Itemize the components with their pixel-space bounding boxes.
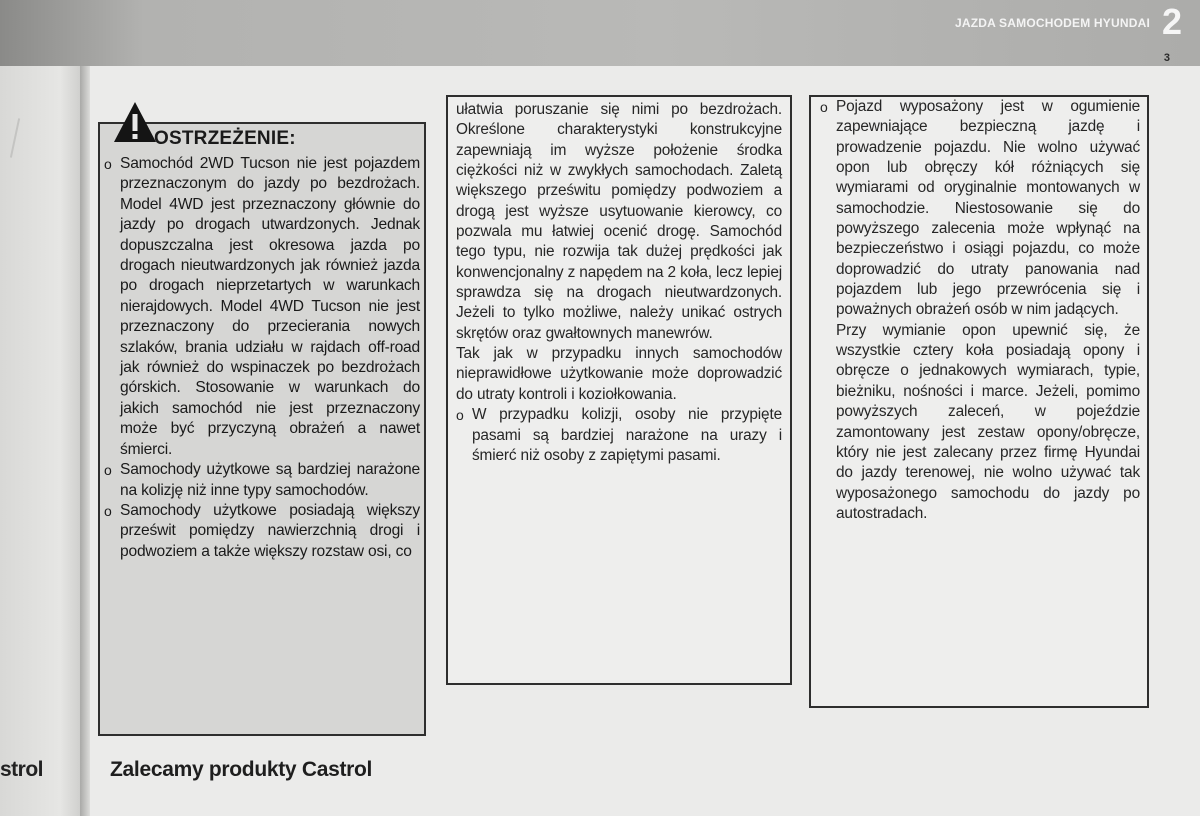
right-bullet-text: Pojazd wyposażony jest w ogumienie zapewniające bezpieczną jazdę i prowadzenie pojazdu. Nie wolno używać opon lub obręczy kół różniących się wymiarami od oryginalnie montowanych w samochodzie. Niestosowanie się do powyższego zalecenia może wpłynąć na bezpieczeństwo i osiągi pojazdu, co może doprowadzić do utraty panowania nad pojazdem lub jego przewrócenia się i poważnych obrażeń osób w nim jadących. (836, 98, 1140, 319)
warning-bullet-2 (104, 460, 420, 501)
bullet-mark: o (104, 462, 112, 479)
chapter-number: 2 (1161, 1, 1182, 42)
left-page-edge (0, 0, 86, 816)
right-paragraph-2: Przy wymianie opon upewnić się, że wszystkie cztery koła posiadają opony i obręcze o jednakowych wymiarach, typie, bieżniku, nośności i marce. Jeżeli, pomimo powyższych zaleceń, w pojeździe zamontowany jest zestaw opony/obręcze, który nie jest zalecany przez firmę Hyundai do jazdy terenowej, nie wolno używać tak wyposażonego samochodu do jazdy po autostradach. (836, 321, 1140, 522)
warning-paragraph-3: Samochody użytkowe posiadają większy prześwit pomiędzy nawierzchnią drogi i podwoziem a także większy rozstaw osi, co (120, 501, 420, 560)
warning-paragraph-2: Samochody użytkowe są bardziej narażone na kolizję niż inne typy samochodów. (120, 461, 420, 499)
middle-bullet-text: W przypadku kolizji, osoby nie przypięte pasami są bardziej narażone na urazy i śmierć niż osoby z zapiętymi pasami. (472, 406, 782, 464)
left-page-text-fragment: strol (0, 758, 44, 781)
middle-column-content (456, 100, 782, 466)
middle-bullet-1 (456, 405, 782, 466)
right-column-content (820, 97, 1140, 524)
warning-paragraph-1: Samochód 2WD Tucson nie jest pojazdem przeznaczonym do jazdy po bezdrożach. Model 4WD jest przeznaczony głównie do jazdy po drogach utwardzonych. Jednak dopuszczalna jest okresowa jazda po drogach nieutwardzonych jak również jazda po drogach nieprzetartych w warunkach nierajdowych. Model 4WD Tucson nie jest przeznaczony do przecierania nowych szlaków, brania udziału w rajdach off-road jak również do wspinaczek po bezdrożach górskich. Stosowanie w warunkach do jakich samochód nie jest przeznaczony może być przyczyną obrażeń a nawet śmierci. (120, 155, 420, 458)
middle-paragraph-1: ułatwia poruszanie się nimi po bezdrożach. Określone charakterystyki konstrukcyjne zapewniają im wyższe położenie środka ciężkości niż w zwykłych samochodach. Zaletą większego prześwitu pomiędzy podwoziem a drogą jest wyższe usytuowanie kierowcy, co pozwala mu łatwiej ocenić drogę. Samochód tego typu, nie rozwija tak dużej prędkości jak konwencjonalny z napędem na 2 koła, lecz lepiej sprawdza się na drogach nieutwardzonych. Jeżeli to tylko możliwe, należy unikać ostrych skrętów oraz gwałtownych manewrów. (456, 101, 782, 342)
warning-content (104, 154, 420, 562)
middle-paragraph-2: Tak jak w przypadku innych samochodów nieprawidłowe użytkowanie może doprowadzić do utraty kontroli i koziołkowania. (456, 345, 782, 403)
right-bullet-1 (820, 97, 1140, 321)
warning-bullet-3 (104, 501, 420, 562)
warning-bullet-1 (104, 154, 420, 460)
warning-title: OSTRZEŻENIE: (154, 128, 296, 149)
bullet-mark: o (104, 156, 112, 172)
castrol-recommendation: Zalecamy produkty Castrol (110, 758, 373, 781)
running-title: JAZDA SAMOCHODEM HYUNDAI (954, 16, 1150, 30)
bullet-mark: o (456, 407, 464, 424)
bullet-mark: o (104, 502, 112, 519)
bullet-mark: o (820, 99, 828, 115)
header-band (0, 0, 1200, 66)
page-number: 3 (1163, 52, 1170, 64)
book-gutter (80, 0, 90, 816)
warning-triangle-icon (112, 100, 158, 144)
